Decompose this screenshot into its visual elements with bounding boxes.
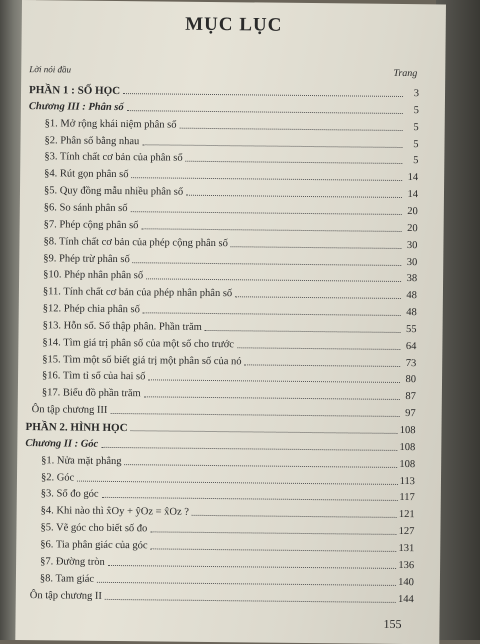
toc-row-item — [27, 303, 417, 319]
dot-leader — [131, 211, 402, 215]
toc-page-number: 117 — [399, 492, 415, 504]
toc-label: §7. Đường tròn — [40, 556, 105, 568]
dot-leader — [131, 430, 398, 434]
toc-row-item — [26, 354, 416, 370]
toc-label: §16. Tìm tỉ số của hai số — [42, 370, 146, 383]
toc-page-number: 80 — [405, 374, 417, 386]
toc-label: §15. Tìm một số biết giá trị một phân số của nó — [42, 353, 242, 367]
dot-leader — [146, 279, 401, 283]
toc-page-number: 5 — [413, 104, 419, 117]
dot-leader — [142, 144, 402, 148]
dot-leader — [110, 413, 399, 417]
dot-leader — [180, 127, 403, 130]
toc-row-item — [25, 455, 415, 471]
toc-row-item — [24, 556, 414, 572]
toc-label: §7. Phép cộng phân số — [43, 219, 139, 232]
toc-page-number: 97 — [405, 408, 416, 420]
dot-leader — [143, 312, 401, 316]
dot-leader — [123, 93, 403, 97]
toc-page-number: 38 — [406, 273, 418, 285]
toc-label: §11. Tính chất cơ bản của phép nhân phân số — [42, 286, 233, 300]
toc-label: PHẦN 1 : SỐ HỌC — [28, 84, 121, 98]
toc-label: Chương III : Phân số — [28, 100, 124, 113]
toc-page-number: 14 — [407, 189, 419, 201]
dot-leader — [124, 464, 397, 468]
toc-page-number: 144 — [397, 593, 414, 605]
dot-leader — [235, 296, 401, 299]
toc-row-item — [29, 118, 419, 134]
toc-page-number: 30 — [406, 239, 418, 251]
toc-row-item — [27, 286, 417, 302]
toc-row-item — [28, 202, 418, 218]
toc-page-number: 131 — [398, 542, 415, 555]
toc-row-chapter — [25, 438, 415, 454]
toc-label: §17. Biểu đồ phần trăm — [41, 387, 141, 400]
toc-page-number: 5 — [413, 138, 419, 150]
toc-label: §3. Tính chất cơ bản của phân số — [44, 151, 183, 165]
dot-leader — [108, 565, 397, 569]
toc-row-part — [29, 84, 419, 100]
toc-row-part — [25, 421, 415, 437]
toc-page-number: 136 — [398, 559, 415, 571]
toc-label: §2. Góc — [40, 471, 75, 484]
page-column-label: Trang — [393, 67, 418, 80]
toc-label: §5. Vẽ góc cho biết số đo — [40, 522, 148, 535]
toc-row-chapter — [29, 101, 419, 117]
toc-label: §5. Quy đồng mẫu nhiều phân số — [43, 185, 184, 198]
toc-page-number: 3 — [413, 88, 420, 100]
toc-row-item — [27, 236, 417, 252]
dot-leader — [131, 177, 402, 181]
toc-label: §9. Phép trừ phân số — [43, 252, 130, 265]
toc-page-number: 64 — [405, 340, 417, 352]
toc-page-number: 113 — [399, 475, 416, 487]
toc-row-review — [26, 404, 416, 420]
book-page — [15, 0, 446, 644]
toc-label: §14. Tìm giá trị phân số của một số cho trước — [42, 336, 235, 350]
toc-label: §6. So sánh phân số — [43, 202, 128, 215]
dot-leader — [205, 330, 401, 333]
toc-row-review — [24, 590, 414, 606]
toc-row-item — [24, 573, 414, 589]
dot-leader — [231, 246, 402, 249]
toc-page-number: 5 — [413, 155, 419, 167]
preface-label: Lời nói đầu — [29, 64, 72, 75]
toc-page-number: 55 — [406, 323, 417, 336]
toc-row-item — [28, 151, 418, 167]
dot-leader — [127, 110, 403, 114]
toc-label: §8. Tính chất cơ bản của phép cộng phân số — [43, 235, 228, 249]
toc-row-item — [24, 522, 414, 538]
toc-label: §10. Phép nhân phân số — [43, 269, 144, 282]
toc-label: §1. Nửa mặt phẳng — [41, 454, 122, 467]
dot-leader — [244, 364, 400, 367]
toc-row-item — [27, 253, 417, 269]
toc-page-number: 127 — [398, 526, 415, 538]
toc-label: Ôn tập chương III — [31, 404, 108, 417]
toc-page-number: 5 — [413, 121, 419, 133]
toc-row-item — [28, 135, 418, 151]
dot-leader — [141, 228, 401, 232]
toc-page-number: 121 — [398, 509, 415, 521]
toc-page-number: 48 — [406, 290, 417, 302]
dot-leader — [133, 262, 402, 266]
dot-leader — [97, 581, 396, 585]
toc-row-item — [25, 488, 415, 504]
dot-leader — [192, 515, 397, 518]
dot-leader — [102, 497, 398, 501]
toc-label: §4. Khi nào thì x̂Oy + ŷOz = x̂Oz ? — [40, 505, 190, 519]
dot-leader — [148, 380, 400, 384]
dot-leader — [77, 480, 397, 484]
toc-page-number: 30 — [406, 256, 418, 268]
page-number: 155 — [383, 616, 402, 632]
dot-leader — [150, 531, 396, 535]
toc-page-number: 108 — [399, 424, 416, 437]
table-of-contents — [15, 0, 446, 644]
toc-page-number: 87 — [405, 391, 416, 403]
toc-label: §1. Mở rộng khái niệm phân số — [44, 117, 177, 131]
toc-page-number: 108 — [399, 458, 416, 470]
toc-page-number: 20 — [407, 205, 418, 218]
dot-leader — [151, 548, 397, 552]
dot-leader — [105, 598, 396, 602]
toc-label: §2. Phân số bằng nhau — [44, 134, 140, 147]
toc-label: §8. Tam giác — [39, 572, 95, 585]
toc-row-item — [25, 472, 415, 488]
toc-row-item — [25, 505, 415, 521]
toc-label: PHẦN 2. HÌNH HỌC — [25, 421, 128, 435]
toc-label: §3. Số đo góc — [40, 488, 99, 501]
toc-page-number: 140 — [398, 576, 414, 588]
dot-leader — [144, 397, 400, 401]
toc-row-item — [26, 337, 416, 353]
toc-row-item — [28, 185, 418, 201]
toc-row-item — [28, 219, 418, 235]
toc-page-number: 20 — [407, 222, 418, 234]
toc-page-number: 48 — [406, 307, 417, 319]
toc-page-number: 14 — [407, 172, 419, 184]
dot-leader — [237, 347, 400, 350]
toc-row-item — [26, 387, 416, 403]
dot-leader — [186, 161, 403, 164]
toc-label: §4. Rút gọn phân số — [44, 168, 129, 181]
page-title: MỤC LỤC — [185, 13, 283, 36]
dot-leader — [186, 195, 402, 198]
toc-label: §6. Tia phân giác của góc — [40, 539, 148, 552]
toc-row-item — [27, 269, 417, 285]
toc-row-item — [26, 371, 416, 387]
toc-row-item — [24, 539, 414, 555]
toc-label: §12. Phép chia phân số — [42, 303, 140, 316]
dot-leader — [101, 447, 397, 451]
toc-page-number: 73 — [405, 357, 417, 369]
toc-page-number: 108 — [399, 441, 416, 453]
toc-label: Chương II : Góc — [25, 437, 99, 450]
toc-row-item — [27, 320, 417, 336]
toc-row-item — [28, 168, 418, 184]
toc-label: §13. Hỗn số. Số thập phân. Phần trăm — [42, 320, 202, 333]
toc-label: Ôn tập chương II — [29, 589, 103, 602]
